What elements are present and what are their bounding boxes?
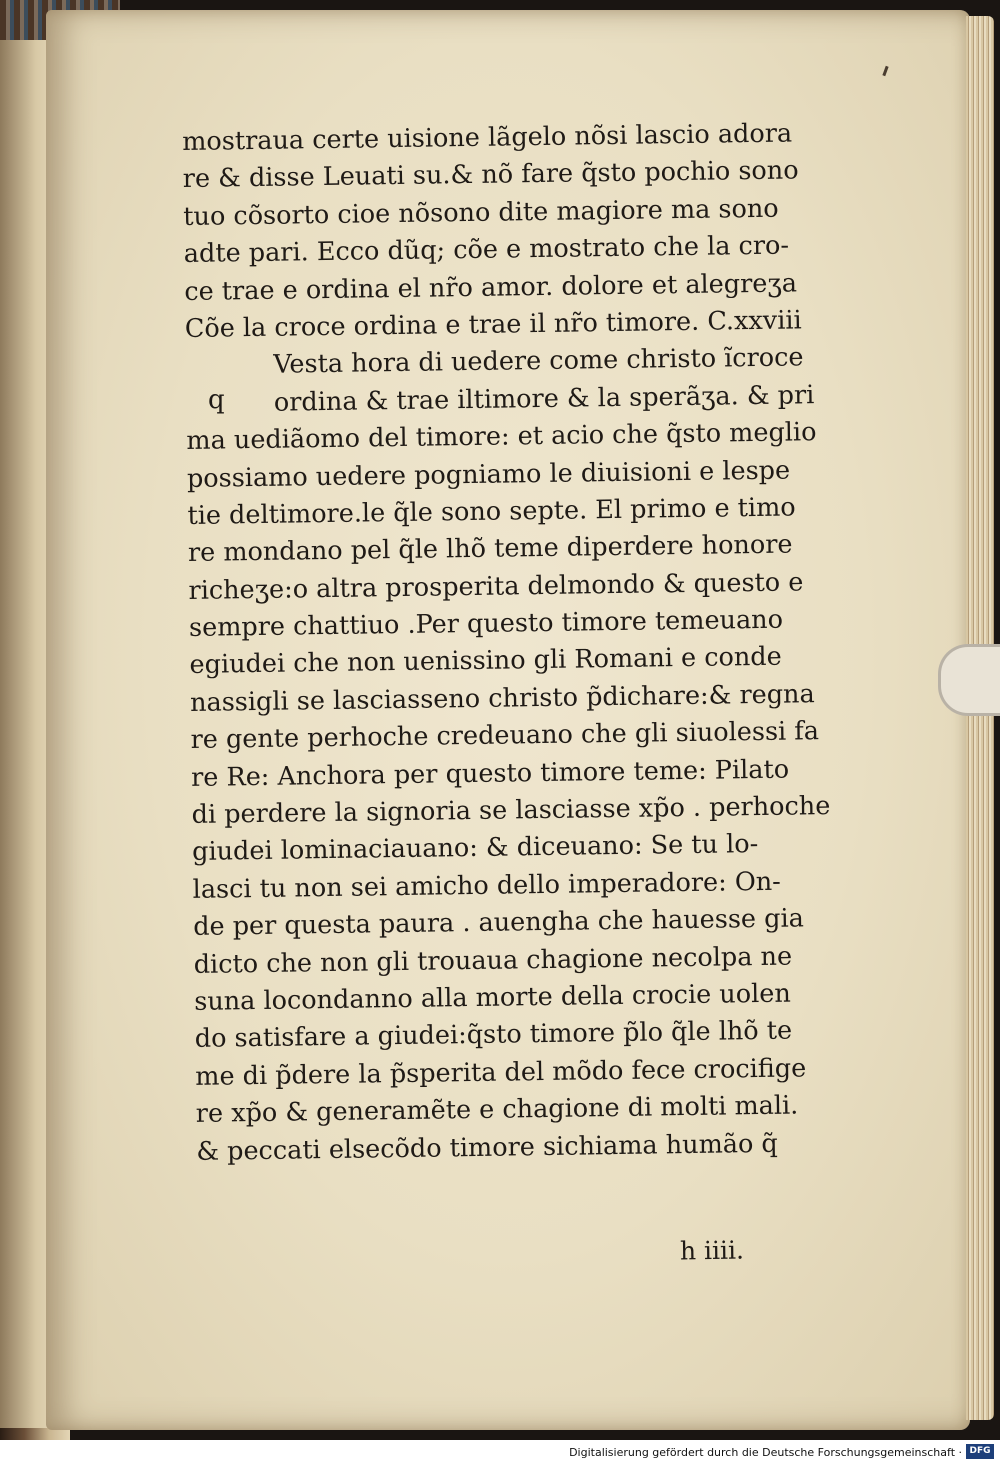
text-line: ce trae e ordina el nr̃o amor. dolore et alegreʒa	[184, 267, 798, 307]
text-line: & peccati elsecõdo timore sichiama humão q̃	[196, 1128, 778, 1167]
text-line: ma uediãomo del timore: et acio che q̃sto meglio	[186, 417, 817, 457]
text-line: tie deltimore.le q̃le sono septe. El primo e timo	[187, 492, 796, 531]
text-line: lasci tu non sei amicho dello imperadore: On-	[192, 866, 781, 905]
text-line: suna locondanno alla morte della crocie uolen	[194, 978, 791, 1017]
text-line: sempre chattiuo .Per questo timore temeuano	[188, 604, 784, 644]
text-line: do satisfare a giudei:q̃sto timore p̃lo q̃le lhõ te	[194, 1015, 793, 1055]
text-line: mostraua certe uisione lãgelo nõsi lascio adora	[182, 118, 793, 157]
text-line: richeʒe:o altra prosperita delmondo & questo e	[188, 567, 804, 606]
book-clasp	[938, 644, 1000, 716]
page-text-block	[182, 115, 831, 1170]
text-line: tuo cõsorto cioe nõsono dite magiore ma sono	[183, 193, 779, 232]
text-line: Vesta hora di uedere come christo ĩcroce	[273, 342, 804, 381]
text-line: de per questa paura . auengha che hauesse gia	[193, 903, 805, 943]
text-line: nassigli se lasciasseno christo p̃dichare:& regna	[189, 679, 815, 718]
page-stack-edge	[966, 16, 994, 1420]
chapter-heading: Cõe la croce ordina e trae il nr̃o timore. C.xxviii	[184, 305, 802, 344]
text-line: egiudei che non uenissino gli Romani e conde	[189, 642, 782, 681]
text-line: me di p̃dere la p̃sperita del mõdo fece crocifige	[195, 1053, 807, 1092]
text-line: possiamo uedere pogniamo le diuisioni e lespe	[186, 455, 791, 494]
text-line: re & disse Leuati su.& nõ fare q̃sto pochio sono	[182, 155, 799, 195]
footer-bar	[0, 1440, 1000, 1462]
quire-signature: h iiii.	[679, 1235, 745, 1266]
dfg-logo: DFG	[966, 1444, 994, 1459]
funding-credit: Digitalisierung gefördert durch die Deutsche Forschungsgemeinschaft ·	[569, 1446, 962, 1459]
chapter-initial-guide-letter: q	[208, 385, 225, 415]
text-line: adte pari. Ecco dũq; cõe e mostrato che la cro-	[183, 230, 790, 270]
text-line: re mondano pel q̃le lhõ teme diperdere honore	[187, 529, 793, 569]
text-line: dicto che non gli trouaua chagione necolpa ne	[193, 941, 793, 980]
text-line: re gente perhoche credeuano che gli siuolessi fa	[190, 716, 820, 756]
text-line: di perdere la signoria se lasciasse xp̃o . perhoche	[191, 791, 831, 830]
text-line: giudei lominaciauano: & diceuano: Se tu lo-	[191, 829, 759, 868]
text-line: re Re: Anchora per questo timore teme: Pilato	[190, 754, 790, 793]
text-line: re xp̃o & generamẽte e chagione di molti mali.	[195, 1090, 799, 1130]
text-line: ordina & trae iltimore & la sperãʒa. & pri	[273, 379, 815, 418]
